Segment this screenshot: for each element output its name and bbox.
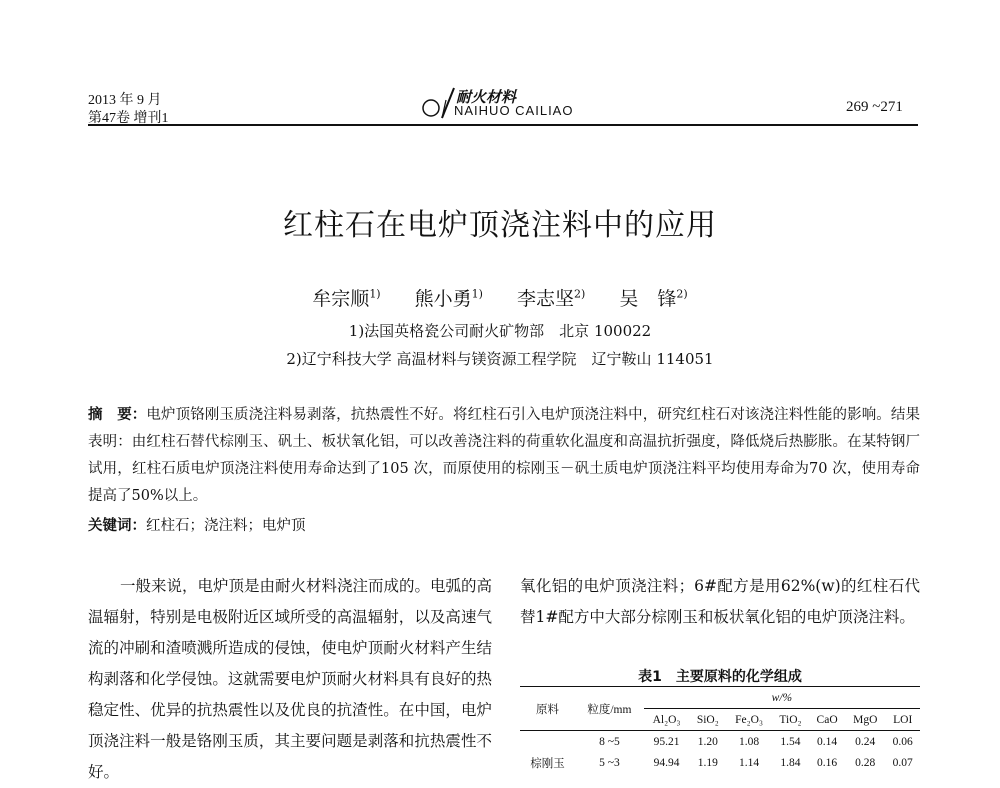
journal-name-en: NAIHUO CAILIAO (454, 103, 574, 118)
affiliation-2: 2)辽宁科技大学 高温材料与镁资源工程学院 辽宁鞍山 114051 (286, 350, 714, 368)
cell-value: 1.19 (697, 756, 718, 769)
cell-value: 0.14 (809, 731, 845, 753)
cell-value: 95.21 (644, 731, 690, 753)
body-left-column (88, 571, 492, 788)
keywords (88, 514, 920, 535)
cell-material (520, 731, 575, 753)
author: 李志坚$^{2)}$ (517, 287, 586, 310)
author-list (0, 284, 1000, 311)
cell-value: 0.28 (855, 756, 876, 769)
cell-value: 1.14 (739, 756, 760, 769)
cell-value: 1.08 (726, 731, 772, 753)
table-row (520, 752, 920, 773)
header-rule (88, 124, 918, 126)
cell-value: 0.16 (817, 756, 838, 769)
journal-logo-icon (420, 86, 456, 120)
chemical-composition-table (520, 686, 920, 773)
cell-value: 94.94 (653, 756, 680, 769)
abstract-label: 摘 要： (88, 407, 147, 423)
issue-date: 2013 年 9 月 (88, 93, 162, 108)
author: 牟宗顺$^{1)}$ (312, 287, 381, 310)
cell-material: 棕刚玉 (530, 757, 565, 770)
cell-value: 1.84 (780, 756, 801, 769)
abstract-text: 电炉顶铬刚玉质浇注料易剥落，抗热震性不好。将红柱石引入电炉顶浇注料中，研究红柱石对该浇注料性能的影响。结果表明：由红柱石替代棕刚玉、矾土、板状氧化铝，可以改善浇注料的荷重软化温度和高温抗折强度，降低烧后热膨胀。在某特钢厂试用，红柱石质电炉顶浇注料使用寿命达到了105 次，而原使用的棕刚玉－矾土质电炉顶浇注料平均使用寿命为70 次，使用寿命提高了50%以上。 (88, 407, 921, 504)
cell-value: 0.07 (892, 756, 913, 769)
author: 吴 锋$^{2)}$ (619, 287, 688, 310)
chem-header: Fe₂O₃ (726, 709, 772, 731)
cell-value: 0.24 (845, 731, 885, 753)
table-row (520, 731, 920, 753)
cell-value: 0.06 (885, 731, 920, 753)
issue-volume: 第47卷 增刊1 (88, 111, 169, 126)
col-header-size: 粒度/mm (575, 687, 644, 731)
chem-header: CaO (809, 709, 845, 731)
chem-header: TiO₂ (772, 709, 809, 731)
cell-value: 1.20 (689, 731, 726, 753)
keywords-text: 红柱石；浇注料；电炉顶 (146, 518, 306, 534)
body-right-text: 氧化铝的电炉顶浇注料；6#配方是用62%(w)的红柱石代替1#配方中大部分棕刚玉和板状氧化铝的电炉顶浇注料。 (520, 577, 920, 626)
cell-value: 1.54 (772, 731, 809, 753)
paper-title: 红柱石在电炉顶浇注料中的应用 (283, 208, 717, 243)
col-header-material: 原料 (520, 687, 575, 731)
cell-size: 8 ~5 (575, 731, 644, 753)
cell-size: 5 ~3 (599, 756, 620, 769)
chem-header: SiO₂ (689, 709, 726, 731)
keywords-label: 关键词： (88, 518, 146, 534)
affiliation-1: 1)法国英格瓷公司耐火矿物部 北京 100022 (348, 322, 652, 340)
body-left-text: 一般来说，电炉顶是由耐火材料浇注而成的。电弧的高温辐射，特别是电极附近区域所受的高温辐射，以及高速气流的冲刷和渣喷溅所造成的侵蚀，使电炉顶耐火材料产生结构剥落和化学侵蚀。这就需要电炉顶耐火材料具有良好的热稳定性、优异的抗热震性以及优良的抗渣性。在中国，电炉顶浇注料一般是铬刚玉质，其主要问题是剥落和抗热震性不好。 (88, 577, 493, 781)
issue-info (88, 92, 169, 128)
chem-header: MgO (845, 709, 885, 731)
page-range: 269 ~271 (846, 99, 903, 115)
journal-name-cn: 耐火材料 (456, 88, 517, 106)
chem-header: Al₂O₃ (644, 709, 690, 731)
body-right-column (520, 571, 920, 633)
unit-header: w/% (644, 687, 920, 709)
table-caption: 表1 主要原料的化学组成 (638, 669, 802, 685)
abstract (88, 402, 920, 510)
author: 熊小勇$^{1)}$ (414, 287, 483, 310)
chem-header: LOI (885, 709, 920, 731)
journal-logo (420, 86, 590, 122)
